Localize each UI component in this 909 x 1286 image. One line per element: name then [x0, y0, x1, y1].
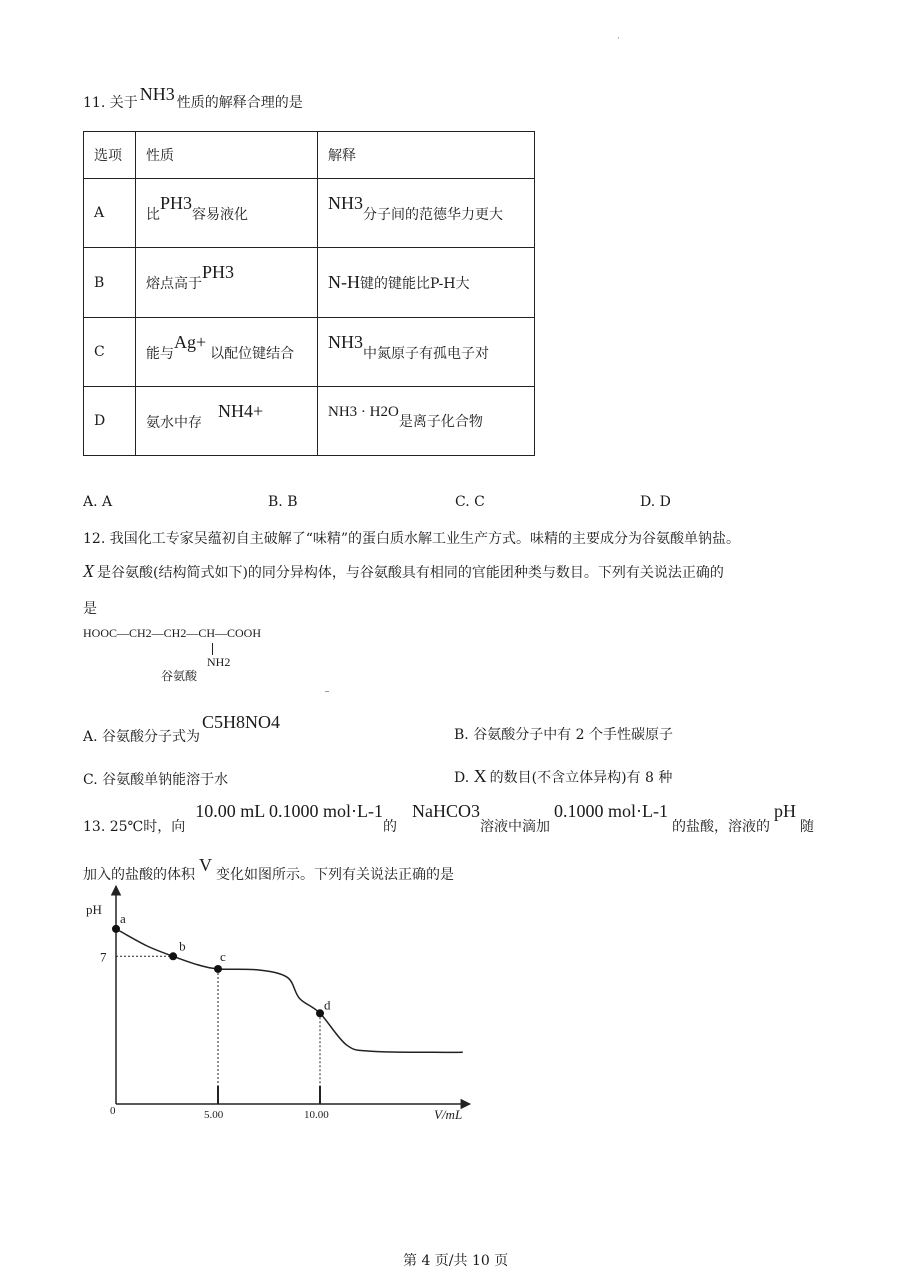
- q12-choice-a-formula: C5H8NO4: [202, 712, 281, 732]
- property-cell: [136, 248, 318, 318]
- q12-choice-a: [83, 712, 281, 745]
- table-header-row: [84, 132, 535, 179]
- property-text: 氨水中存: [146, 414, 202, 431]
- q11-stem-formula: NH3: [139, 84, 175, 104]
- point-d: [316, 1009, 324, 1017]
- property-text: 能与: [146, 345, 174, 362]
- q12-choice-b: B. 谷氨酸分子中有 2 个手性碳原子: [454, 727, 673, 743]
- point-b: [169, 952, 177, 960]
- table-row: [84, 248, 535, 318]
- table-header-cell: 解释: [318, 132, 535, 179]
- q12-choice-d: [454, 766, 672, 787]
- property-formula: PH3: [202, 262, 235, 282]
- explanation-text: 是离子化合物: [398, 414, 483, 430]
- table-row: [84, 387, 535, 456]
- explanation-text: 分子间的范德华力更大: [363, 206, 503, 223]
- x-tick-label: 10.00: [304, 1109, 329, 1121]
- small-dash: [325, 691, 329, 692]
- page-footer: 第 4 页/共 10 页: [403, 1253, 509, 1269]
- q11-stem-suffix: 性质的解释合理的是: [176, 95, 303, 111]
- q13-text-3: 溶液中滴加: [480, 819, 551, 835]
- option-letter: D: [84, 387, 136, 456]
- explanation-cell: [318, 248, 535, 318]
- y-tick-label: 7: [100, 949, 107, 965]
- q12-var-x: X: [83, 561, 94, 581]
- header-mark: ·: [617, 34, 620, 44]
- q12-stem-line3: 是: [83, 601, 97, 617]
- option-letter: B: [84, 248, 136, 318]
- x-tick-label: 5.00: [204, 1109, 224, 1121]
- q13-formula-1: 10.00 mL 0.1000 mol·L-1: [195, 801, 384, 821]
- q11-choice-b: B. B: [268, 494, 298, 510]
- explanation-text: 键的键能比P-H大: [360, 276, 470, 292]
- q11-choice-d: D. D: [640, 494, 671, 510]
- option-letter: A: [84, 179, 136, 248]
- property-formula: PH3: [160, 192, 193, 213]
- q13-formula-2: NaHCO3: [412, 801, 481, 821]
- q13-text-2: 的: [383, 819, 398, 835]
- explanation-formula: N-H: [328, 272, 360, 292]
- explanation-formula: NH3 · H2O: [328, 404, 399, 420]
- property-formula: NH4+: [218, 400, 264, 421]
- explanation-cell: [318, 387, 535, 456]
- property-text: 熔点高于: [146, 276, 202, 292]
- q13-stem-line1: [83, 801, 815, 835]
- explanation-text: 中氮原子有孤电子对: [363, 345, 489, 362]
- point-c: [214, 965, 222, 973]
- option-letter: C: [84, 318, 136, 387]
- property-text-2: 以配位键结合: [210, 345, 295, 362]
- property-text-2: 容易液化: [192, 206, 249, 223]
- origin-label: 0: [110, 1105, 116, 1117]
- q11-choice-a: A. A: [83, 494, 113, 510]
- glutamic-acid-structure: HOOC—CH2—CH2—CH—COOH: [83, 626, 262, 640]
- explanation-formula: NH3: [328, 192, 363, 213]
- property-formula: Ag+: [174, 331, 207, 352]
- q11-stem: [83, 84, 303, 111]
- property-cell: [136, 318, 318, 387]
- titration-curve: [116, 929, 463, 1053]
- property-cell: [136, 179, 318, 248]
- point-label-b: b: [179, 938, 186, 954]
- q12-choice-c: C. 谷氨酸单钠能溶于水: [83, 772, 229, 788]
- structure-amino-group: NH2: [207, 655, 231, 669]
- explanation-cell: [318, 179, 535, 248]
- q13-formula-4: pH: [774, 801, 797, 821]
- explanation-cell: [318, 318, 535, 387]
- q11-choice-c: C. C: [455, 494, 485, 510]
- table-row: [84, 318, 535, 387]
- structure-bond-line: [212, 643, 213, 655]
- q11-options-table: [83, 131, 535, 456]
- point-label-a: a: [120, 910, 126, 926]
- table-header-cell: 性质: [136, 132, 318, 179]
- point-label-d: d: [324, 997, 331, 1013]
- q11-stem-prefix: 11. 关于: [83, 95, 138, 111]
- x-axis-label: V/mL: [434, 1107, 463, 1122]
- q13-text-1: 13. 25℃时，向: [83, 819, 186, 835]
- property-cell: [136, 387, 318, 456]
- explanation-formula: NH3: [328, 331, 363, 352]
- q13-var-v: V: [199, 855, 212, 875]
- q13-formula-3: 0.1000 mol·L-1: [554, 801, 669, 821]
- table-row: [84, 179, 535, 248]
- q12-choice-a-text: A. 谷氨酸分子式为: [83, 729, 201, 745]
- q12-choice-d-var: X: [473, 766, 487, 786]
- q12-stem-line2-text: 是谷氨酸(结构简式如下)的同分异构体，与谷氨酸具有相同的官能团种类与数目。下列有关说法正确的: [97, 565, 724, 581]
- q12-stem-line1: 12. 我国化工专家吴蕴初自主破解了“味精”的蛋白质水解工业生产方式。味精的主要成分为谷氨酸单钠盐。: [83, 531, 741, 547]
- y-axis-label: pH: [86, 902, 102, 917]
- q13-stem-line2: [83, 855, 454, 883]
- q13-text-5: 随: [800, 819, 815, 835]
- property-text: 比: [146, 206, 160, 223]
- q12-stem-line2: [83, 561, 724, 582]
- q13-text-line2b: 变化如图所示。下列有关说法正确的是: [216, 867, 454, 883]
- q12-choice-d-text: 的数目(不含立体异构)有 8 种: [489, 770, 673, 786]
- q12-choice-d-prefix: D.: [454, 770, 474, 786]
- structure-name: 谷氨酸: [161, 669, 198, 683]
- table-header-cell: 选项: [84, 132, 136, 179]
- q13-text-line2a: 加入的盐酸的体积: [83, 867, 195, 883]
- point-label-c: c: [220, 948, 226, 964]
- point-a: [112, 925, 120, 933]
- q13-text-4: 的盐酸，溶液的: [672, 819, 771, 835]
